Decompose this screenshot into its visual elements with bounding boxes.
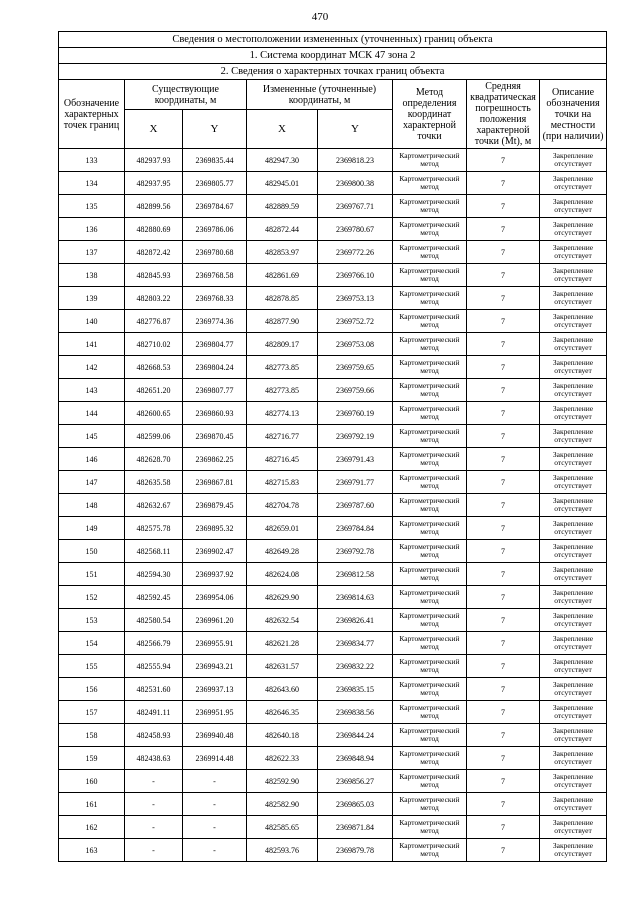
changed-x-cell: 482774.13 bbox=[247, 402, 318, 425]
point-number-cell: 152 bbox=[59, 586, 125, 609]
header-changed: Измененные (уточненные) координаты, м bbox=[247, 80, 393, 110]
table-title: Сведения о местоположении измененных (уточненных) границ объекта bbox=[59, 32, 607, 48]
description-cell: Закрепление отсутствует bbox=[540, 793, 607, 816]
existing-x-cell: 482937.95 bbox=[125, 172, 183, 195]
changed-x-cell: 482593.76 bbox=[247, 839, 318, 862]
description-cell: Закрепление отсутствует bbox=[540, 471, 607, 494]
method-cell: Картометрический метод bbox=[393, 172, 467, 195]
existing-y-cell: 2369774.36 bbox=[183, 310, 247, 333]
description-cell: Закрепление отсутствует bbox=[540, 264, 607, 287]
method-cell: Картометрический метод bbox=[393, 678, 467, 701]
description-cell: Закрепление отсутствует bbox=[540, 724, 607, 747]
changed-x-cell: 482945.01 bbox=[247, 172, 318, 195]
existing-y-cell: 2369780.68 bbox=[183, 241, 247, 264]
existing-x-cell: 482594.30 bbox=[125, 563, 183, 586]
description-cell: Закрепление отсутствует bbox=[540, 839, 607, 862]
existing-y-cell: 2369955.91 bbox=[183, 632, 247, 655]
changed-y-cell: 2369760.19 bbox=[318, 402, 393, 425]
changed-x-cell: 482585.65 bbox=[247, 816, 318, 839]
changed-y-cell: 2369792.19 bbox=[318, 425, 393, 448]
existing-y-cell: 2369862.25 bbox=[183, 448, 247, 471]
existing-y-cell: - bbox=[183, 839, 247, 862]
existing-y-cell: 2369943.21 bbox=[183, 655, 247, 678]
changed-y-cell: 2369800.38 bbox=[318, 172, 393, 195]
error-cell: 7 bbox=[467, 149, 540, 172]
existing-y-cell: 2369937.92 bbox=[183, 563, 247, 586]
description-cell: Закрепление отсутствует bbox=[540, 402, 607, 425]
existing-x-cell: 482566.79 bbox=[125, 632, 183, 655]
changed-y-cell: 2369792.78 bbox=[318, 540, 393, 563]
existing-x-cell: 482651.20 bbox=[125, 379, 183, 402]
existing-x-cell: 482458.93 bbox=[125, 724, 183, 747]
point-number-cell: 134 bbox=[59, 172, 125, 195]
changed-x-cell: 482715.83 bbox=[247, 471, 318, 494]
changed-x-cell: 482773.85 bbox=[247, 379, 318, 402]
table-row bbox=[59, 425, 607, 448]
error-cell: 7 bbox=[467, 632, 540, 655]
method-cell: Картометрический метод bbox=[393, 264, 467, 287]
changed-y-cell: 2369871.84 bbox=[318, 816, 393, 839]
point-number-cell: 143 bbox=[59, 379, 125, 402]
table-row bbox=[59, 448, 607, 471]
header-existing-x: X bbox=[125, 110, 183, 149]
method-cell: Картометрический метод bbox=[393, 793, 467, 816]
method-cell: Картометрический метод bbox=[393, 586, 467, 609]
changed-y-cell: 2369838.56 bbox=[318, 701, 393, 724]
method-cell: Картометрический метод bbox=[393, 609, 467, 632]
error-cell: 7 bbox=[467, 172, 540, 195]
error-cell: 7 bbox=[467, 402, 540, 425]
changed-y-cell: 2369834.77 bbox=[318, 632, 393, 655]
method-cell: Картометрический метод bbox=[393, 379, 467, 402]
existing-x-cell: 482628.70 bbox=[125, 448, 183, 471]
description-cell: Закрепление отсутствует bbox=[540, 540, 607, 563]
existing-y-cell: 2369895.32 bbox=[183, 517, 247, 540]
error-cell: 7 bbox=[467, 839, 540, 862]
boundary-points-table bbox=[58, 31, 607, 862]
changed-x-cell: 482861.69 bbox=[247, 264, 318, 287]
error-cell: 7 bbox=[467, 379, 540, 402]
changed-y-cell: 2369826.41 bbox=[318, 609, 393, 632]
existing-y-cell: - bbox=[183, 816, 247, 839]
point-number-cell: 141 bbox=[59, 333, 125, 356]
method-cell: Картометрический метод bbox=[393, 149, 467, 172]
table-row bbox=[59, 701, 607, 724]
changed-y-cell: 2369818.23 bbox=[318, 149, 393, 172]
existing-y-cell: 2369860.93 bbox=[183, 402, 247, 425]
changed-y-cell: 2369753.13 bbox=[318, 287, 393, 310]
point-number-cell: 158 bbox=[59, 724, 125, 747]
changed-x-cell: 482809.17 bbox=[247, 333, 318, 356]
method-cell: Картометрический метод bbox=[393, 770, 467, 793]
description-cell: Закрепление отсутствует bbox=[540, 494, 607, 517]
changed-y-cell: 2369780.67 bbox=[318, 218, 393, 241]
existing-x-cell: 482899.56 bbox=[125, 195, 183, 218]
table-row bbox=[59, 494, 607, 517]
changed-y-cell: 2369791.77 bbox=[318, 471, 393, 494]
method-cell: Картометрический метод bbox=[393, 310, 467, 333]
header-method: Метод определения координат характерной точки bbox=[393, 80, 467, 149]
page-number: 470 bbox=[311, 11, 329, 23]
method-cell: Картометрический метод bbox=[393, 333, 467, 356]
description-cell: Закрепление отсутствует bbox=[540, 195, 607, 218]
point-number-cell: 155 bbox=[59, 655, 125, 678]
method-cell: Картометрический метод bbox=[393, 517, 467, 540]
point-number-cell: 153 bbox=[59, 609, 125, 632]
existing-x-cell: 482600.65 bbox=[125, 402, 183, 425]
existing-y-cell: 2369807.77 bbox=[183, 379, 247, 402]
changed-x-cell: 482853.97 bbox=[247, 241, 318, 264]
existing-x-cell: 482668.53 bbox=[125, 356, 183, 379]
error-cell: 7 bbox=[467, 678, 540, 701]
existing-x-cell: 482491.11 bbox=[125, 701, 183, 724]
changed-x-cell: 482582.90 bbox=[247, 793, 318, 816]
changed-x-cell: 482632.54 bbox=[247, 609, 318, 632]
description-cell: Закрепление отсутствует bbox=[540, 563, 607, 586]
table-row bbox=[59, 655, 607, 678]
existing-y-cell: 2369784.67 bbox=[183, 195, 247, 218]
changed-y-cell: 2369767.71 bbox=[318, 195, 393, 218]
error-cell: 7 bbox=[467, 701, 540, 724]
error-cell: 7 bbox=[467, 563, 540, 586]
changed-y-cell: 2369814.63 bbox=[318, 586, 393, 609]
table-row bbox=[59, 770, 607, 793]
method-cell: Картометрический метод bbox=[393, 218, 467, 241]
changed-x-cell: 482716.45 bbox=[247, 448, 318, 471]
existing-x-cell: 482632.67 bbox=[125, 494, 183, 517]
error-cell: 7 bbox=[467, 264, 540, 287]
error-cell: 7 bbox=[467, 333, 540, 356]
table-row bbox=[59, 609, 607, 632]
existing-y-cell: - bbox=[183, 770, 247, 793]
header-designation: Обозначение характерных точек границ bbox=[59, 80, 125, 149]
existing-x-cell: 482803.22 bbox=[125, 287, 183, 310]
error-cell: 7 bbox=[467, 517, 540, 540]
changed-x-cell: 482592.90 bbox=[247, 770, 318, 793]
table-row bbox=[59, 678, 607, 701]
changed-x-cell: 482878.85 bbox=[247, 287, 318, 310]
description-cell: Закрепление отсутствует bbox=[540, 356, 607, 379]
existing-x-cell: 482592.45 bbox=[125, 586, 183, 609]
existing-y-cell: 2369804.77 bbox=[183, 333, 247, 356]
header-error: Средняя квадратическая погрешность положения характерной точки (Mt), м bbox=[467, 80, 540, 149]
table-row bbox=[59, 241, 607, 264]
existing-x-cell: - bbox=[125, 816, 183, 839]
changed-y-cell: 2369832.22 bbox=[318, 655, 393, 678]
error-cell: 7 bbox=[467, 494, 540, 517]
point-number-cell: 160 bbox=[59, 770, 125, 793]
point-number-cell: 148 bbox=[59, 494, 125, 517]
changed-y-cell: 2369784.84 bbox=[318, 517, 393, 540]
method-cell: Картометрический метод bbox=[393, 839, 467, 862]
method-cell: Картометрический метод bbox=[393, 287, 467, 310]
existing-x-cell: 482937.93 bbox=[125, 149, 183, 172]
table-row bbox=[59, 287, 607, 310]
existing-x-cell: 482575.78 bbox=[125, 517, 183, 540]
changed-y-cell: 2369856.27 bbox=[318, 770, 393, 793]
table-row bbox=[59, 149, 607, 172]
description-cell: Закрепление отсутствует bbox=[540, 310, 607, 333]
description-cell: Закрепление отсутствует bbox=[540, 287, 607, 310]
point-number-cell: 145 bbox=[59, 425, 125, 448]
section-title: 2. Сведения о характерных точках границ объекта bbox=[59, 64, 607, 80]
header-existing-y: Y bbox=[183, 110, 247, 149]
changed-x-cell: 482624.08 bbox=[247, 563, 318, 586]
header-changed-y: Y bbox=[318, 110, 393, 149]
method-cell: Картометрический метод bbox=[393, 241, 467, 264]
description-cell: Закрепление отсутствует bbox=[540, 241, 607, 264]
existing-y-cell: 2369879.45 bbox=[183, 494, 247, 517]
table-row bbox=[59, 471, 607, 494]
table-row bbox=[59, 356, 607, 379]
description-cell: Закрепление отсутствует bbox=[540, 149, 607, 172]
table-row bbox=[59, 333, 607, 356]
existing-y-cell: 2369786.06 bbox=[183, 218, 247, 241]
changed-y-cell: 2369772.26 bbox=[318, 241, 393, 264]
method-cell: Картометрический метод bbox=[393, 402, 467, 425]
description-cell: Закрепление отсутствует bbox=[540, 218, 607, 241]
changed-y-cell: 2369835.15 bbox=[318, 678, 393, 701]
point-number-cell: 144 bbox=[59, 402, 125, 425]
description-cell: Закрепление отсутствует bbox=[540, 816, 607, 839]
existing-x-cell: 482872.42 bbox=[125, 241, 183, 264]
error-cell: 7 bbox=[467, 724, 540, 747]
error-cell: 7 bbox=[467, 241, 540, 264]
error-cell: 7 bbox=[467, 747, 540, 770]
table-row bbox=[59, 172, 607, 195]
method-cell: Картометрический метод bbox=[393, 655, 467, 678]
table-row bbox=[59, 195, 607, 218]
changed-x-cell: 482640.18 bbox=[247, 724, 318, 747]
description-cell: Закрепление отсутствует bbox=[540, 609, 607, 632]
existing-x-cell: 482531.60 bbox=[125, 678, 183, 701]
point-number-cell: 150 bbox=[59, 540, 125, 563]
table-row bbox=[59, 816, 607, 839]
point-number-cell: 146 bbox=[59, 448, 125, 471]
changed-x-cell: 482621.28 bbox=[247, 632, 318, 655]
changed-x-cell: 482643.60 bbox=[247, 678, 318, 701]
changed-x-cell: 482877.90 bbox=[247, 310, 318, 333]
point-number-cell: 135 bbox=[59, 195, 125, 218]
existing-y-cell: 2369768.58 bbox=[183, 264, 247, 287]
changed-y-cell: 2369865.03 bbox=[318, 793, 393, 816]
existing-y-cell: 2369805.77 bbox=[183, 172, 247, 195]
changed-y-cell: 2369752.72 bbox=[318, 310, 393, 333]
table-row bbox=[59, 540, 607, 563]
changed-x-cell: 482889.59 bbox=[247, 195, 318, 218]
changed-y-cell: 2369766.10 bbox=[318, 264, 393, 287]
error-cell: 7 bbox=[467, 793, 540, 816]
table-body bbox=[59, 149, 607, 862]
description-cell: Закрепление отсутствует bbox=[540, 770, 607, 793]
table-row bbox=[59, 632, 607, 655]
table-row bbox=[59, 379, 607, 402]
existing-x-cell: 482635.58 bbox=[125, 471, 183, 494]
existing-x-cell: 482555.94 bbox=[125, 655, 183, 678]
table-row bbox=[59, 839, 607, 862]
existing-y-cell: 2369768.33 bbox=[183, 287, 247, 310]
changed-x-cell: 482773.85 bbox=[247, 356, 318, 379]
method-cell: Картометрический метод bbox=[393, 425, 467, 448]
existing-x-cell: 482710.02 bbox=[125, 333, 183, 356]
point-number-cell: 149 bbox=[59, 517, 125, 540]
existing-y-cell: 2369937.13 bbox=[183, 678, 247, 701]
description-cell: Закрепление отсутствует bbox=[540, 425, 607, 448]
changed-x-cell: 482716.77 bbox=[247, 425, 318, 448]
method-cell: Картометрический метод bbox=[393, 724, 467, 747]
method-cell: Картометрический метод bbox=[393, 195, 467, 218]
description-cell: Закрепление отсутствует bbox=[540, 655, 607, 678]
changed-y-cell: 2369759.65 bbox=[318, 356, 393, 379]
table-row bbox=[59, 586, 607, 609]
existing-x-cell: - bbox=[125, 793, 183, 816]
table-row bbox=[59, 402, 607, 425]
error-cell: 7 bbox=[467, 471, 540, 494]
header-existing: Существующие координаты, м bbox=[125, 80, 247, 110]
existing-y-cell: 2369835.44 bbox=[183, 149, 247, 172]
changed-x-cell: 482872.44 bbox=[247, 218, 318, 241]
header-changed-x: X bbox=[247, 110, 318, 149]
header-description: Описание обозначения точки на местности (при наличии) bbox=[540, 80, 607, 149]
description-cell: Закрепление отсутствует bbox=[540, 701, 607, 724]
point-number-cell: 154 bbox=[59, 632, 125, 655]
error-cell: 7 bbox=[467, 655, 540, 678]
changed-x-cell: 482631.57 bbox=[247, 655, 318, 678]
existing-x-cell: 482599.06 bbox=[125, 425, 183, 448]
changed-y-cell: 2369879.78 bbox=[318, 839, 393, 862]
description-cell: Закрепление отсутствует bbox=[540, 632, 607, 655]
error-cell: 7 bbox=[467, 816, 540, 839]
table-row bbox=[59, 517, 607, 540]
existing-x-cell: 482845.93 bbox=[125, 264, 183, 287]
error-cell: 7 bbox=[467, 448, 540, 471]
method-cell: Картометрический метод bbox=[393, 494, 467, 517]
description-cell: Закрепление отсутствует bbox=[540, 379, 607, 402]
existing-y-cell: - bbox=[183, 793, 247, 816]
description-cell: Закрепление отсутствует bbox=[540, 678, 607, 701]
table-row bbox=[59, 310, 607, 333]
error-cell: 7 bbox=[467, 195, 540, 218]
error-cell: 7 bbox=[467, 218, 540, 241]
changed-x-cell: 482947.30 bbox=[247, 149, 318, 172]
error-cell: 7 bbox=[467, 287, 540, 310]
method-cell: Картометрический метод bbox=[393, 632, 467, 655]
description-cell: Закрепление отсутствует bbox=[540, 333, 607, 356]
existing-x-cell: - bbox=[125, 839, 183, 862]
method-cell: Картометрический метод bbox=[393, 471, 467, 494]
existing-y-cell: 2369940.48 bbox=[183, 724, 247, 747]
point-number-cell: 138 bbox=[59, 264, 125, 287]
existing-y-cell: 2369954.06 bbox=[183, 586, 247, 609]
description-cell: Закрепление отсутствует bbox=[540, 586, 607, 609]
error-cell: 7 bbox=[467, 770, 540, 793]
existing-y-cell: 2369804.24 bbox=[183, 356, 247, 379]
error-cell: 7 bbox=[467, 425, 540, 448]
point-number-cell: 133 bbox=[59, 149, 125, 172]
error-cell: 7 bbox=[467, 356, 540, 379]
existing-x-cell: 482880.69 bbox=[125, 218, 183, 241]
existing-x-cell: - bbox=[125, 770, 183, 793]
existing-y-cell: 2369914.48 bbox=[183, 747, 247, 770]
existing-x-cell: 482580.54 bbox=[125, 609, 183, 632]
point-number-cell: 159 bbox=[59, 747, 125, 770]
table-row bbox=[59, 218, 607, 241]
method-cell: Картометрический метод bbox=[393, 701, 467, 724]
changed-y-cell: 2369759.66 bbox=[318, 379, 393, 402]
method-cell: Картометрический метод bbox=[393, 816, 467, 839]
existing-y-cell: 2369902.47 bbox=[183, 540, 247, 563]
description-cell: Закрепление отсутствует bbox=[540, 448, 607, 471]
changed-x-cell: 482629.90 bbox=[247, 586, 318, 609]
changed-x-cell: 482622.33 bbox=[247, 747, 318, 770]
existing-x-cell: 482438.63 bbox=[125, 747, 183, 770]
changed-y-cell: 2369844.24 bbox=[318, 724, 393, 747]
point-number-cell: 137 bbox=[59, 241, 125, 264]
point-number-cell: 142 bbox=[59, 356, 125, 379]
error-cell: 7 bbox=[467, 609, 540, 632]
description-cell: Закрепление отсутствует bbox=[540, 517, 607, 540]
table-row bbox=[59, 264, 607, 287]
changed-y-cell: 2369753.08 bbox=[318, 333, 393, 356]
point-number-cell: 162 bbox=[59, 816, 125, 839]
point-number-cell: 161 bbox=[59, 793, 125, 816]
point-number-cell: 151 bbox=[59, 563, 125, 586]
point-number-cell: 139 bbox=[59, 287, 125, 310]
existing-y-cell: 2369961.20 bbox=[183, 609, 247, 632]
changed-x-cell: 482659.01 bbox=[247, 517, 318, 540]
description-cell: Закрепление отсутствует bbox=[540, 172, 607, 195]
changed-x-cell: 482646.35 bbox=[247, 701, 318, 724]
table-row bbox=[59, 793, 607, 816]
point-number-cell: 147 bbox=[59, 471, 125, 494]
method-cell: Картометрический метод bbox=[393, 356, 467, 379]
changed-y-cell: 2369848.94 bbox=[318, 747, 393, 770]
method-cell: Картометрический метод bbox=[393, 448, 467, 471]
changed-y-cell: 2369812.58 bbox=[318, 563, 393, 586]
point-number-cell: 163 bbox=[59, 839, 125, 862]
changed-x-cell: 482704.78 bbox=[247, 494, 318, 517]
point-number-cell: 156 bbox=[59, 678, 125, 701]
method-cell: Картометрический метод bbox=[393, 540, 467, 563]
error-cell: 7 bbox=[467, 540, 540, 563]
existing-x-cell: 482776.87 bbox=[125, 310, 183, 333]
error-cell: 7 bbox=[467, 586, 540, 609]
point-number-cell: 136 bbox=[59, 218, 125, 241]
error-cell: 7 bbox=[467, 310, 540, 333]
existing-x-cell: 482568.11 bbox=[125, 540, 183, 563]
existing-y-cell: 2369870.45 bbox=[183, 425, 247, 448]
table-row bbox=[59, 563, 607, 586]
existing-y-cell: 2369951.95 bbox=[183, 701, 247, 724]
existing-y-cell: 2369867.81 bbox=[183, 471, 247, 494]
table-row bbox=[59, 747, 607, 770]
point-number-cell: 157 bbox=[59, 701, 125, 724]
table-row bbox=[59, 724, 607, 747]
changed-y-cell: 2369787.60 bbox=[318, 494, 393, 517]
coordinate-system: 1. Система координат МСК 47 зона 2 bbox=[59, 48, 607, 64]
method-cell: Картометрический метод bbox=[393, 563, 467, 586]
description-cell: Закрепление отсутствует bbox=[540, 747, 607, 770]
point-number-cell: 140 bbox=[59, 310, 125, 333]
changed-x-cell: 482649.28 bbox=[247, 540, 318, 563]
method-cell: Картометрический метод bbox=[393, 747, 467, 770]
changed-y-cell: 2369791.43 bbox=[318, 448, 393, 471]
